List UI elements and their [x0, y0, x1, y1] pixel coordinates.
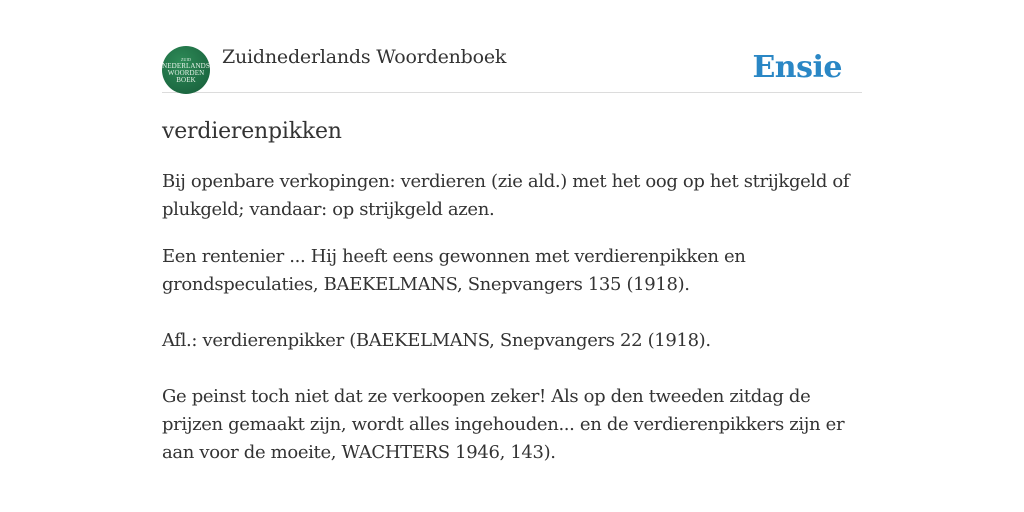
logo-line-2: NEDERLANDS — [162, 61, 210, 70]
ensie-brand-logo[interactable]: Ensie — [752, 50, 842, 85]
citation-paragraph: Een rentenier ... Hij heeft eens gewonnen met verdierenpikken en grondspeculaties, BAEKELMANS, Snepvangers 135 (1918). — [162, 246, 746, 295]
dictionary-logo[interactable] — [162, 46, 210, 94]
logo-line-4: BOEK — [176, 75, 196, 84]
derivation-paragraph: Afl.: verdierenpikker (BAEKELMANS, Snepvangers 22 (1918). — [162, 330, 711, 351]
logo-line-1: ZUID — [181, 56, 191, 62]
dictionary-title[interactable]: Zuidnederlands Woordenboek — [222, 46, 507, 68]
definition-paragraph: Bij openbare verkopingen: verdieren (zie ald.) met het oog op het strijkgeld of plukgeld; vandaar: op strijkgeld azen. — [162, 171, 850, 220]
logo-line-3: WOORDEN — [167, 68, 205, 77]
header — [162, 44, 862, 93]
entry-card — [162, 44, 862, 467]
entry-headword: verdierenpikken — [162, 119, 342, 144]
citation-paragraph: Ge peinst toch niet dat ze verkoopen zeker! Als op den tweeden zitdag de prijzen gemaakt zijn, wordt alles ingehouden... en de verdierenpikkers zijn er aan voor de moeite, WACHTERS 1946, 143). — [162, 386, 845, 463]
